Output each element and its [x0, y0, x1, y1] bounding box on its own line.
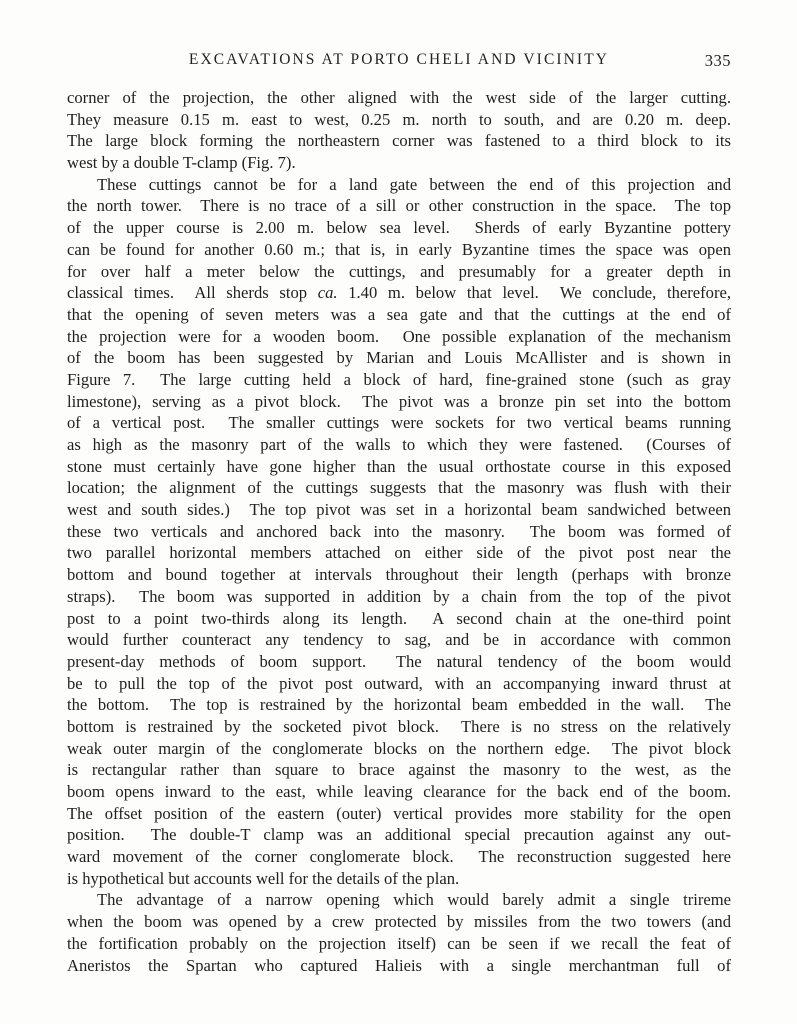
text-segment: the bottom. The top is restrained by the horizontal beam embedded in the wall. The	[67, 695, 731, 715]
page-body	[67, 87, 731, 976]
text-line	[67, 369, 731, 391]
text-segment: the north tower. There is no trace of a sill or other construction in the space. The top	[67, 196, 731, 216]
text-line	[67, 738, 731, 760]
text-segment: would further counteract any tendency to sag, and be in accordance with common	[67, 630, 731, 650]
text-segment: the projection were for a wooden boom. One possible explanation of the mechanism	[67, 326, 731, 346]
text-line	[67, 347, 731, 369]
text-line	[67, 217, 731, 239]
text-segment: bottom and bound together at intervals throughout their length (perhaps with bronze	[67, 565, 731, 585]
text-line	[67, 282, 731, 304]
text-segment: of a vertical post. The smaller cuttings were sockets for two vertical beams running	[67, 413, 731, 433]
text-segment: stone must certainly have gone higher than the usual orthostate course in this exposed	[67, 456, 731, 476]
text-segment: west by a double T-clamp (Fig. 7).	[67, 153, 296, 173]
text-line	[67, 586, 731, 608]
text-line	[67, 195, 731, 217]
text-segment: classical times. All sherds stop	[67, 283, 318, 303]
running-header-row	[67, 51, 731, 73]
text-line	[67, 87, 731, 109]
text-line	[67, 239, 731, 261]
text-line	[67, 803, 731, 825]
text-line	[67, 564, 731, 586]
text-line	[67, 542, 731, 564]
text-segment: They measure 0.15 m. east to west, 0.25 m. north to south, and are 0.20 m. deep.	[67, 109, 731, 129]
text-segment: two parallel horizontal members attached on either side of the pivot post near the	[67, 543, 731, 563]
text-segment: can be found for another 0.60 m.; that is, in early Byzantine times the space was open	[67, 239, 731, 259]
text-segment: be to pull the top of the pivot post outward, with an accompanying inward thrust at	[67, 673, 731, 693]
text-segment: ward movement of the corner conglomerate block. The reconstruction suggested here	[67, 847, 731, 867]
text-line	[67, 781, 731, 803]
text-segment: Figure 7. The large cutting held a block of hard, fine-grained stone (such as gray	[67, 369, 731, 389]
text-line	[67, 152, 731, 174]
text-line	[67, 911, 731, 933]
text-line	[67, 694, 731, 716]
text-segment: present-day methods of boom support. The natural tendency of the boom would	[67, 651, 731, 671]
text-line	[67, 933, 731, 955]
text-line	[67, 629, 731, 651]
text-segment: bottom is restrained by the socketed pivot block. There is no stress on the relatively	[67, 716, 731, 736]
text-segment: of the upper course is 2.00 m. below sea level. Sherds of early Byzantine pottery	[67, 218, 731, 238]
text-line	[67, 261, 731, 283]
text-line	[67, 391, 731, 413]
text-line	[67, 846, 731, 868]
text-line	[67, 716, 731, 738]
text-segment: straps). The boom was supported in addition by a chain from the top of the pivot	[67, 586, 731, 606]
text-line	[67, 868, 731, 890]
text-segment: weak outer margin of the conglomerate blocks on the northern edge. The pivot block	[67, 738, 731, 758]
text-segment: that the opening of seven meters was a sea gate and that the cuttings at the end of	[67, 304, 731, 324]
text-line	[67, 412, 731, 434]
text-segment: is hypothetical but accounts well for the details of the plan.	[67, 868, 460, 888]
text-segment: is rectangular rather than square to brace against the masonry to the west, as the	[67, 760, 731, 780]
text-segment: corner of the projection, the other aligned with the west side of the larger cutting.	[67, 88, 731, 107]
text-segment: limestone), serving as a pivot block. The pivot was a bronze pin set into the bottom	[67, 391, 731, 411]
text-segment: Aneristos the Spartan who captured Halieis with a single merchantman full of	[67, 955, 731, 975]
italic-text: ca.	[317, 283, 338, 303]
text-line	[67, 824, 731, 846]
text-line	[67, 651, 731, 673]
text-segment: 1.40 m. below that level. We conclude, therefore,	[337, 283, 732, 303]
text-segment: these two verticals and anchored back into the masonry. The boom was formed of	[67, 521, 731, 541]
text-segment: when the boom was opened by a crew protected by missiles from the two towers (and	[67, 912, 731, 932]
text-segment: location; the alignment of the cuttings suggests that the masonry was flush with their	[67, 478, 731, 498]
text-line	[67, 499, 731, 521]
text-segment: west and south sides.) The top pivot was set in a horizontal beam sandwiched between	[67, 500, 731, 520]
text-segment: position. The double-T clamp was an additional special precaution against any out-	[67, 825, 731, 845]
text-line	[67, 130, 731, 152]
text-segment: The large block forming the northeastern corner was fastened to a third block to its	[67, 131, 731, 151]
text-segment: the fortification probably on the projection itself) can be seen if we recall the feat of	[67, 933, 731, 953]
text-line	[67, 174, 731, 196]
text-segment: These cuttings cannot be for a land gate between the end of this projection and	[97, 174, 731, 194]
text-line	[67, 673, 731, 695]
text-segment: post to a point two-thirds along its length. A second chain at the one-third point	[67, 608, 731, 628]
text-segment: for over half a meter below the cuttings, and presumably for a greater depth in	[67, 261, 731, 281]
text-segment: of the boom has been suggested by Marian and Louis McAllister and is shown in	[67, 348, 731, 368]
text-line	[67, 477, 731, 499]
text-line	[67, 608, 731, 630]
page-number: 335	[704, 51, 731, 70]
text-segment: The offset position of the eastern (outer) vertical provides more stability for the open	[67, 803, 731, 823]
text-line	[67, 521, 731, 543]
running-header-title: EXCAVATIONS AT PORTO CHELI AND VICINITY	[188, 51, 610, 68]
text-segment: as high as the masonry part of the walls to which they were fastened. (Courses of	[67, 435, 731, 454]
text-line	[67, 889, 731, 911]
text-segment: The advantage of a narrow opening which would barely admit a single trireme	[97, 890, 731, 910]
text-line	[67, 434, 731, 456]
text-line	[67, 456, 731, 478]
text-line	[67, 326, 731, 348]
text-line	[67, 759, 731, 781]
text-segment: boom opens inward to the east, while leaving clearance for the back end of the boom.	[67, 782, 731, 801]
text-line	[67, 304, 731, 326]
text-line	[67, 955, 731, 977]
text-line	[67, 109, 731, 131]
